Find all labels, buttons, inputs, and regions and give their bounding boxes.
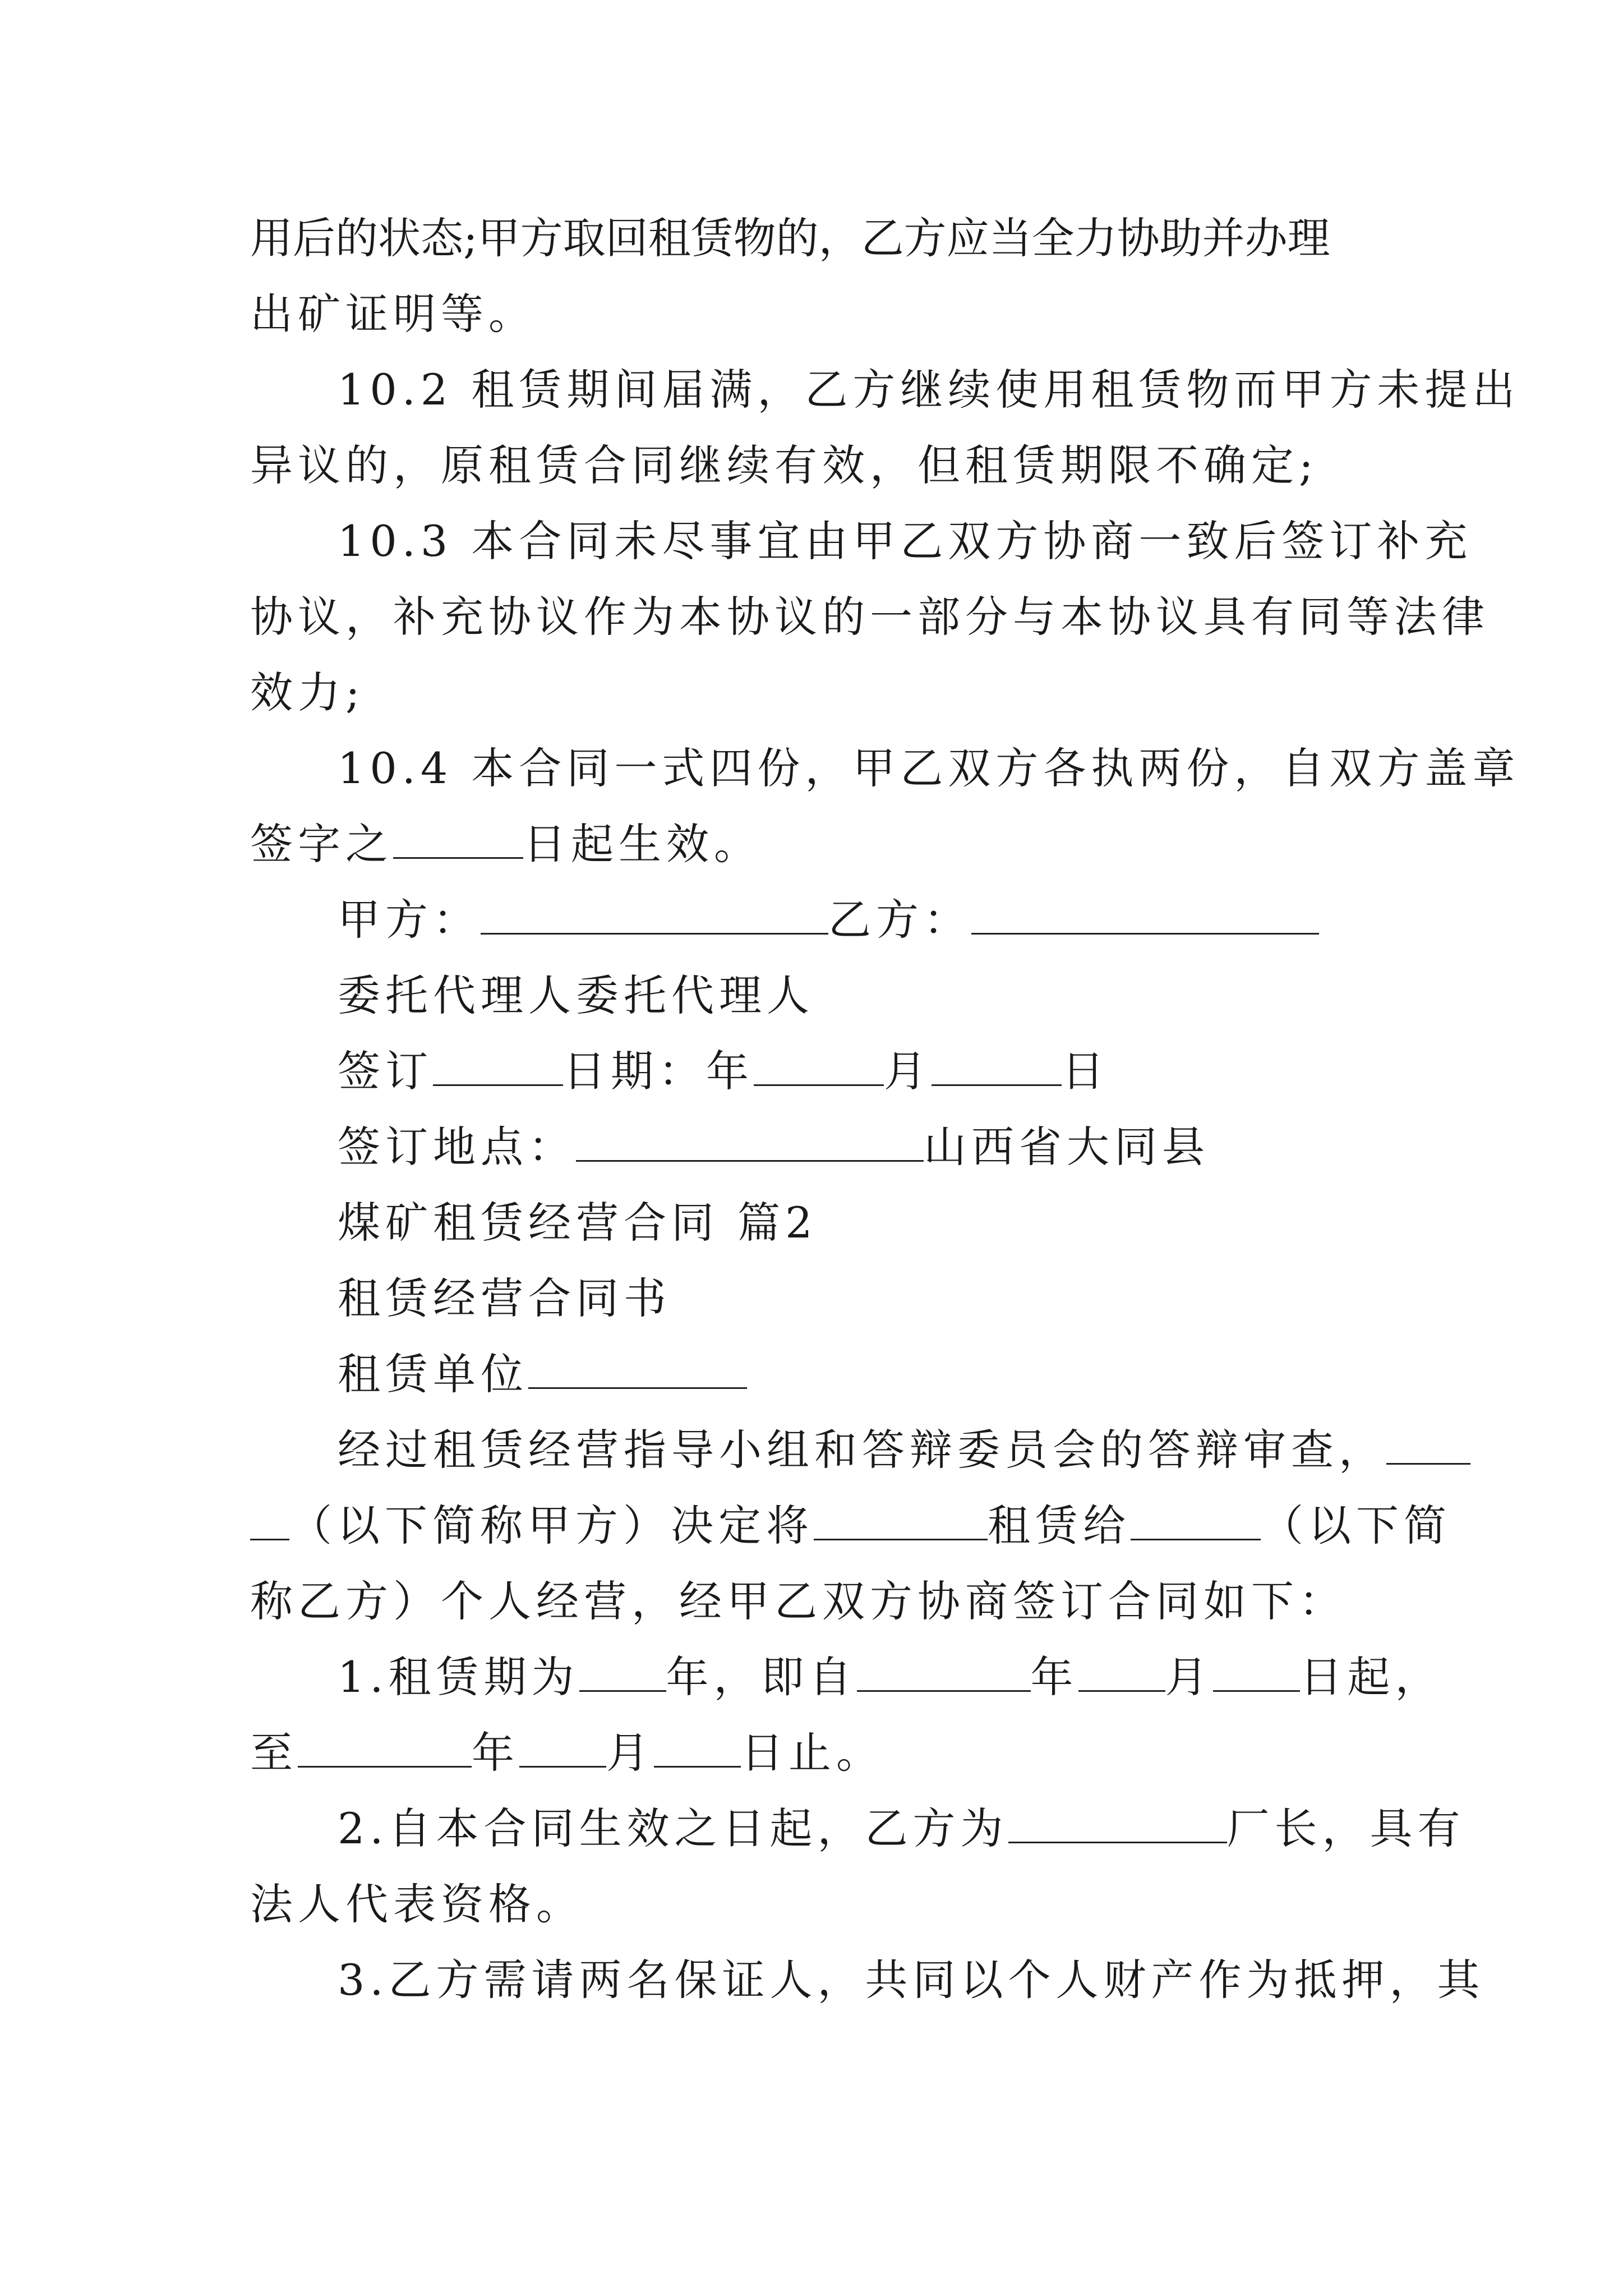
fill-blank [814,1503,988,1540]
paragraph-text: （以下简称甲方）决定将 [289,1501,814,1550]
year-label: 年 [472,1728,519,1778]
clause-10-2-text: 10.2 租赁期间届满，乙方继续使用租赁物而甲方未提出 [338,365,1520,415]
text-line-8 [338,732,1520,805]
sign-place-value: 山西省大同县 [924,1122,1210,1172]
agent-label: 委托代理人委托代理人 [338,970,814,1020]
paragraph-text: 用后的状态;甲方取回租赁物的，乙方应当全力协助并办理 [250,213,1330,263]
paragraph-text: 年，即自 [666,1652,857,1702]
fill-blank [1131,1503,1261,1540]
fill-blank [250,1503,289,1540]
month-label: 月 [884,1046,932,1096]
text-line-preamble-2 [250,1489,1451,1562]
paragraph-text: 异议的，原租赁合同继续有效，但租赁期限不确定; [250,440,1318,490]
fill-blank [932,1048,1062,1086]
paragraph-text: （以下简 [1261,1501,1451,1550]
paragraph-text: 协议，补充协议作为本协议的一部分与本协议具有同等法律 [250,592,1490,642]
paragraph-text: 经过租赁经营指导小组和答辩委员会的答辩审查， [338,1425,1386,1475]
fill-blank [579,1654,666,1692]
text-line-preamble-3 [250,1565,1377,1638]
signature-parties-line [338,884,1377,956]
party-b-blank [971,897,1319,935]
text-line-9 [250,808,1377,881]
paragraph-text: 法人代表资格。 [250,1879,584,1929]
lease-unit-label: 租赁单位 [338,1349,528,1399]
day-label: 日 [1062,1046,1109,1096]
fill-blank [1213,1654,1300,1692]
contract-title-line [338,1262,1377,1335]
paragraph-text: 日起， [1299,1652,1443,1702]
fill-blank [298,1730,472,1768]
fill-blank [433,1048,563,1086]
party-b-label: 乙方： [828,895,971,945]
text-line-3 [338,353,1520,426]
paragraph-text: 称乙方）个人经营，经甲乙双方协商签订合同如下： [250,1576,1347,1626]
clause-2-line-2 [250,1868,1377,1941]
fill-blank [528,1351,747,1389]
month-label: 月 [1165,1652,1213,1702]
paragraph-text: 厂长，具有 [1227,1803,1465,1853]
paragraph-text: 租赁给 [988,1501,1131,1550]
fill-blank [576,1124,924,1162]
clause-10-3-text: 10.3 本合同未尽事宜由甲乙双方协商一致后签订补充 [338,516,1473,566]
paragraph-text: 日起生效。 [523,819,762,869]
paragraph-text: 至 [250,1728,298,1778]
paragraph-text: 效力; [250,668,365,717]
year-label: 年 [1030,1652,1078,1702]
fill-blank [654,1730,741,1768]
term-line-1 [338,1641,1443,1714]
party-a-blank [481,897,828,935]
text-line-2 [250,278,1377,351]
sign-place-line [338,1111,1377,1184]
paragraph-text: 签字之 [250,819,393,869]
text-line-7 [250,656,1377,729]
text-line-6 [250,581,1490,654]
paragraph-text: 3.乙方需请两名保证人，共同以个人财产作为抵押，其 [338,1955,1485,2005]
sign-place-label: 签订地点： [338,1122,576,1172]
paragraph-text: 2.自本合同生效之日起，乙方为 [338,1803,1008,1853]
fill-blank [1386,1427,1470,1465]
date-year-label: 日期：年 [563,1046,754,1096]
term-label: 1.租赁期为 [338,1652,579,1702]
section-title: 煤矿租赁经营合同 篇2 [338,1198,818,1248]
text-line-5 [338,505,1473,578]
contract-title: 租赁经营合同书 [338,1273,671,1323]
sign-date-line [338,1035,1377,1108]
sign-label: 签订 [338,1046,433,1096]
fill-blank [754,1048,884,1086]
party-a-label: 甲方： [338,895,481,945]
fill-blank [857,1654,1031,1692]
fill-blank [1078,1654,1165,1692]
clause-2-line-1 [338,1792,1465,1865]
lease-unit-line [338,1338,1377,1411]
month-label: 月 [606,1728,654,1778]
fill-blank [393,821,523,859]
clause-10-4-text: 10.4 本合同一式四份，甲乙双方各执两份，自双方盖章 [338,743,1520,793]
paragraph-text: 出矿证明等。 [250,289,536,339]
section-heading [338,1186,1377,1259]
paragraph-text: 日止。 [741,1728,884,1778]
text-line-4 [250,429,1377,502]
term-line-2 [250,1717,1377,1789]
fill-blank [1008,1806,1227,1843]
text-line-preamble-1 [338,1414,1386,1487]
agent-line [338,959,1377,1032]
fill-blank [519,1730,606,1768]
text-line-1 [250,202,1377,275]
clause-3-line-1 [338,1944,1485,2017]
